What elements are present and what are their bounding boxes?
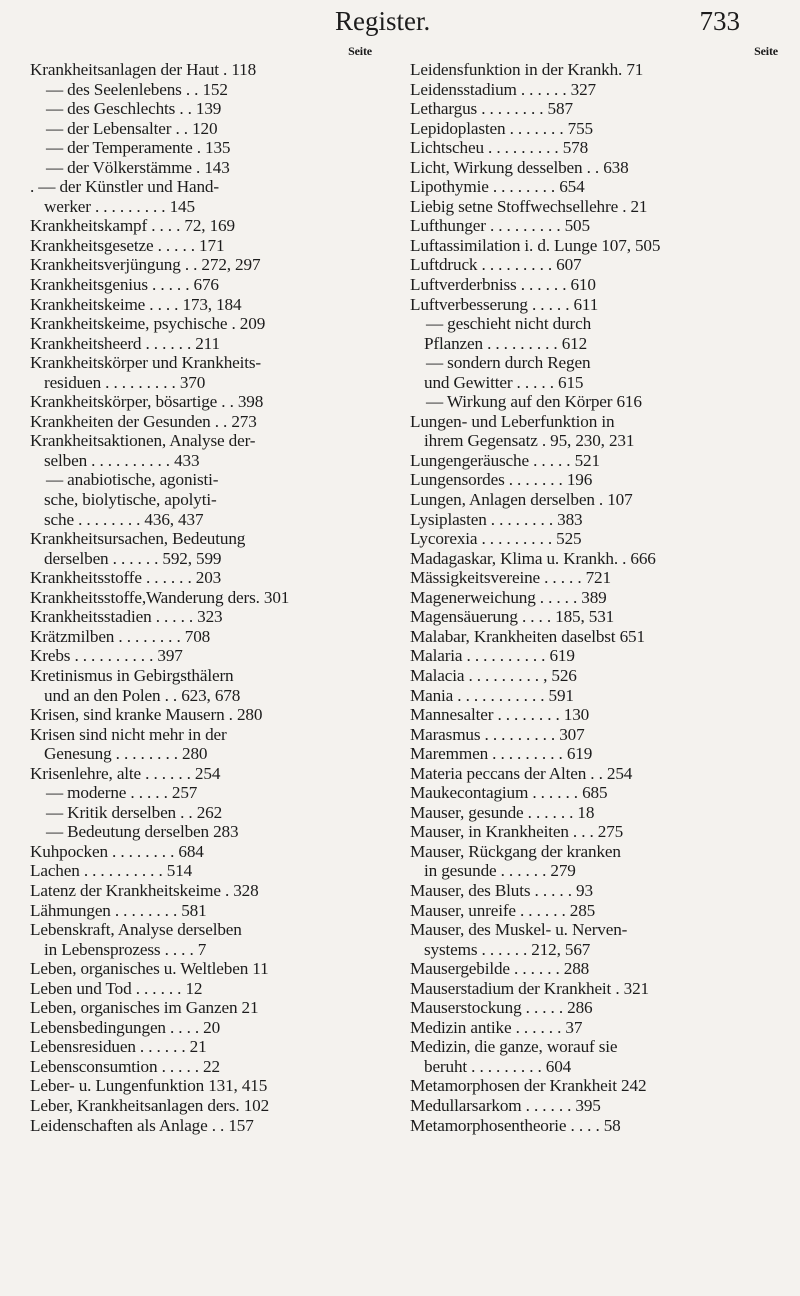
index-entry: selben . . . . . . . . . . 433 (44, 450, 200, 470)
running-head (0, 6, 800, 46)
index-entry: Mauser, Rückgang der kranken (410, 841, 621, 861)
index-entry: Krankheitsverjüngung . . 272, 297 (30, 255, 261, 275)
index-entry: Lähmungen . . . . . . . . 581 (30, 900, 207, 920)
index-entry: Luftassimilation i. d. Lunge 107, 505 (410, 235, 661, 255)
index-entry: Mauserstockung . . . . . 286 (410, 998, 593, 1018)
index-entry: beruht . . . . . . . . . 604 (424, 1056, 572, 1076)
index-entry: Latenz der Krankheitskeime . 328 (30, 880, 259, 900)
index-entry: Mania . . . . . . . . . . . 591 (410, 685, 574, 705)
index-entry: Krisen sind nicht mehr in der (30, 724, 227, 744)
index-entry: Leben und Tod . . . . . . 12 (30, 978, 203, 998)
index-column-left (30, 44, 398, 1135)
index-entry: Krankheitsaktionen, Analyse der- (30, 431, 256, 451)
index-entry: Medizin, die ganze, worauf sie (410, 1037, 618, 1057)
index-entry: . — der Künstler und Hand- (30, 177, 219, 197)
index-entry: Lachen . . . . . . . . . . 514 (30, 861, 193, 881)
index-entry: Krisenlehre, alte . . . . . . 254 (30, 763, 221, 783)
index-entry: Lebensresiduen . . . . . . 21 (30, 1037, 207, 1057)
index-entry: und an den Polen . . 623, 678 (44, 685, 241, 705)
index-entry: derselben . . . . . . 592, 599 (44, 548, 222, 568)
index-entry: Marasmus . . . . . . . . . 307 (410, 724, 585, 744)
index-entry: Krankheitsursachen, Bedeutung (30, 529, 246, 549)
index-entry: Mauser, in Krankheiten . . . 275 (410, 822, 624, 842)
index-entry: systems . . . . . . 212, 567 (424, 939, 591, 959)
index-entry: Maukecontagium . . . . . . 685 (410, 783, 608, 803)
index-entry: Pflanzen . . . . . . . . . 612 (424, 333, 588, 353)
index-entry: Luftverbesserung . . . . . 611 (410, 294, 599, 314)
index-entry: Lebenskraft, Analyse derselben (30, 920, 242, 940)
index-entry: Malacia . . . . . . . . . , 526 (410, 665, 577, 685)
index-entry: Krankheitsheerd . . . . . . 211 (30, 333, 220, 353)
index-entry: Lungen, Anlagen derselben . 107 (410, 490, 633, 510)
index-entry: Magensäuerung . . . . 185, 531 (410, 607, 615, 627)
index-entry: — des Geschlechts . . 139 (46, 99, 222, 119)
index-entry: Leber, Krankheitsanlagen ders. 102 (30, 1095, 270, 1115)
index-entry: Mausergebilde . . . . . . 288 (410, 959, 590, 979)
index-entry: Mauser, unreife . . . . . . 285 (410, 900, 596, 920)
index-column-right (410, 44, 786, 1135)
index-entry: Krätzmilben . . . . . . . . 708 (30, 626, 211, 646)
page-title: Register. (335, 6, 431, 36)
index-entry: Mauser, des Bluts . . . . . 93 (410, 880, 593, 900)
index-entry: Lycorexia . . . . . . . . . 525 (410, 529, 582, 549)
index-entry: Lethargus . . . . . . . . 587 (410, 99, 573, 119)
index-entry: Medullarsarkom . . . . . . 395 (410, 1095, 601, 1115)
index-entry: — der Völkerstämme . 143 (46, 157, 230, 177)
index-entry: — geschieht nicht durch (426, 314, 592, 334)
index-entry: — anabiotische, agonisti- (46, 470, 219, 490)
index-entry: Kuhpocken . . . . . . . . 684 (30, 841, 204, 861)
index-entry: Leben, organisches im Ganzen 21 (30, 998, 259, 1018)
index-entry: — der Lebensalter . . 120 (46, 118, 218, 138)
index-entry: Krankheitskörper, bösartige . . 398 (30, 392, 264, 412)
index-entry: Leben, organisches u. Weltleben 11 (30, 959, 269, 979)
index-entry: werker . . . . . . . . . 145 (44, 196, 195, 216)
index-entry: Licht, Wirkung desselben . . 638 (410, 157, 629, 177)
index-entry: Lungen- und Leberfunktion in (410, 411, 615, 431)
index-entry: Mauserstadium der Krankheit . 321 (410, 978, 649, 998)
index-entry: Krankheitskeime . . . . 173, 184 (30, 294, 242, 314)
index-entry: Lepidoplasten . . . . . . . 755 (410, 118, 593, 138)
index-entry: Krankheitsanlagen der Haut . 118 (30, 60, 257, 79)
index-entry: Lufthunger . . . . . . . . . 505 (410, 216, 590, 236)
index-entry: Krankheitsstoffe . . . . . . 203 (30, 568, 222, 588)
index-entry: in gesunde . . . . . . 279 (424, 861, 576, 881)
index-entry: Lungensordes . . . . . . . 196 (410, 470, 593, 490)
index-entry: Malabar, Krankheiten daselbst 651 (410, 626, 645, 646)
index-entry: — sondern durch Regen (426, 353, 591, 373)
index-entry: Genesung . . . . . . . . 280 (44, 744, 208, 764)
index-entry: Krankheitsgenius . . . . . 676 (30, 275, 219, 295)
index-entry: Lichtscheu . . . . . . . . . 578 (410, 138, 589, 158)
index-entry: Metamorphosen der Krankheit 242 (410, 1076, 647, 1096)
index-entry: Krankheitskeime, psychische . 209 (30, 314, 266, 334)
index-entry: Luftdruck . . . . . . . . . 607 (410, 255, 582, 275)
index-entry: Lebensconsumtion . . . . . 22 (30, 1056, 220, 1076)
index-entry: — der Temperamente . 135 (46, 138, 231, 158)
index-entry: Lysiplasten . . . . . . . . 383 (410, 509, 583, 529)
index-entry: sche . . . . . . . . 436, 437 (44, 509, 204, 529)
index-entry: Mauser, des Muskel- u. Nerven- (410, 920, 628, 940)
index-entry: — moderne . . . . . 257 (46, 783, 198, 803)
index-entry: Mässigkeitsvereine . . . . . 721 (410, 568, 611, 588)
index-entry: Leidensfunktion in der Krankh. 71 (410, 60, 644, 79)
index-entry: Krebs . . . . . . . . . . 397 (30, 646, 183, 666)
index-entry: Madagaskar, Klima u. Krankh. . 666 (410, 548, 656, 568)
index-entry: Magenerweichung . . . . . 389 (410, 587, 607, 607)
page-number: 733 (699, 6, 740, 36)
index-entry: Kretinismus in Gebirgsthälern (30, 665, 234, 685)
index-entry: Mauser, gesunde . . . . . . 18 (410, 802, 595, 822)
index-entry: Lungengeräusche . . . . . 521 (410, 450, 600, 470)
index-entry: Metamorphosentheorie . . . . 58 (410, 1115, 621, 1135)
index-entry: Materia peccans der Alten . . 254 (410, 763, 633, 783)
column-heading: Seite (754, 44, 778, 58)
index-entry: in Lebensprozess . . . . 7 (44, 939, 207, 959)
index-entry: Liebig setne Stoffwechsellehre . 21 (410, 196, 648, 216)
index-entry: Malaria . . . . . . . . . . 619 (410, 646, 575, 666)
index-entry: Krankheiten der Gesunden . . 273 (30, 411, 257, 431)
column-heading: Seite (348, 44, 372, 58)
index-entry: Krankheitskampf . . . . 72, 169 (30, 216, 235, 236)
index-entry: Krisen, sind kranke Mausern . 280 (30, 705, 263, 725)
index-entry: Leber- u. Lungenfunktion 131, 415 (30, 1076, 268, 1096)
index-entry: Luftverderbniss . . . . . . 610 (410, 275, 596, 295)
index-entry: Leidensstadium . . . . . . 327 (410, 79, 596, 99)
index-entry: — Bedeutung derselben 283 (46, 822, 239, 842)
index-entry: Krankheitsstoffe,Wanderung ders. 301 (30, 587, 290, 607)
index-entry: Medizin antike . . . . . . 37 (410, 1017, 583, 1037)
index-entry: — des Seelenlebens . . 152 (46, 79, 228, 99)
index-entry: Krankheitskörper und Krankheits- (30, 353, 261, 373)
index-entry: — Wirkung auf den Körper 616 (426, 392, 642, 412)
index-entry: Mannesalter . . . . . . . . 130 (410, 705, 590, 725)
index-entry: Krankheitsstadien . . . . . 323 (30, 607, 223, 627)
index-entry: Lipothymie . . . . . . . . 654 (410, 177, 585, 197)
index-entry: und Gewitter . . . . . 615 (424, 372, 584, 392)
index-entry: Leidenschaften als Anlage . . 157 (30, 1115, 254, 1135)
index-entry: ihrem Gegensatz . 95, 230, 231 (424, 431, 635, 451)
index-entry: residuen . . . . . . . . . 370 (44, 372, 206, 392)
index-entry: Lebensbedingungen . . . . 20 (30, 1017, 221, 1037)
index-entry: — Kritik derselben . . 262 (46, 802, 223, 822)
index-entry: Maremmen . . . . . . . . . 619 (410, 744, 593, 764)
index-entry: Krankheitsgesetze . . . . . 171 (30, 235, 225, 255)
index-entry: sche, biolytische, apolyti- (44, 490, 217, 510)
